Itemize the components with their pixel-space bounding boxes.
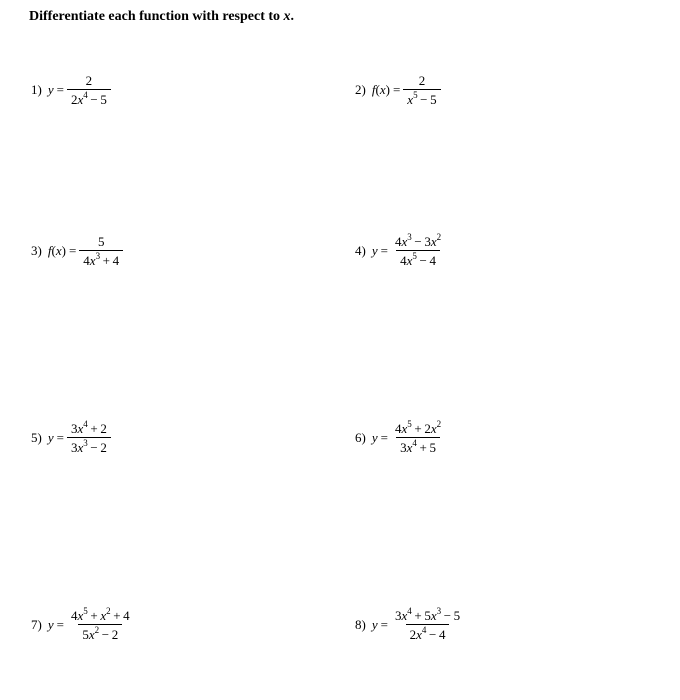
problem-number: 6)	[355, 430, 366, 445]
problem-number: 8)	[355, 617, 366, 632]
fraction	[67, 608, 134, 642]
fraction	[79, 234, 123, 268]
fraction-denominator: $5x^2 - 2$	[78, 624, 122, 642]
equals-sign: =	[56, 82, 64, 97]
fraction-numerator: $4x^3 - 3x^2$	[394, 232, 442, 249]
equals-sign: =	[68, 243, 77, 258]
problem-lhs: y	[47, 430, 54, 445]
equals-sign: =	[380, 617, 388, 632]
problem-number: 4)	[355, 243, 366, 258]
fraction-numerator: $3x^4 + 5x^3 - 5$	[394, 606, 461, 623]
problem-lhs: y	[371, 617, 378, 632]
fraction-denominator: $4x^5 - 4$	[396, 250, 440, 268]
problem-3	[31, 234, 123, 268]
instructions-variable: x	[283, 9, 291, 24]
problem-lhs: y	[47, 617, 54, 632]
fraction	[403, 73, 440, 107]
fraction	[67, 73, 111, 107]
problem-lhs: y	[371, 430, 378, 445]
equals-sign: =	[392, 82, 401, 97]
fraction-numerator: 5	[97, 234, 105, 249]
fraction	[67, 421, 111, 455]
problem-1	[31, 73, 111, 107]
fraction	[391, 608, 464, 642]
problem-4	[355, 234, 445, 268]
problem-2	[355, 73, 441, 107]
problem-number: 5)	[31, 430, 42, 445]
problem-number: 2)	[355, 82, 366, 97]
problem-lhs: y	[47, 82, 54, 97]
fraction-numerator: $4x^5 + 2x^2$	[394, 419, 442, 436]
instructions-period: .	[290, 9, 295, 24]
fraction-numerator: $3x^4 + 2$	[70, 419, 107, 436]
fraction	[391, 421, 445, 455]
problem-lhs: y	[371, 243, 378, 258]
problem-lhs: f(x)	[371, 82, 390, 97]
problem-number: 3)	[31, 243, 42, 258]
fraction-denominator: $2x^4 - 4$	[406, 624, 450, 642]
fraction-numerator: 2	[418, 73, 426, 88]
problem-6	[355, 421, 445, 455]
fraction-denominator: $x^5 - 5$	[403, 89, 440, 107]
fraction-denominator: $4x^3 + 4$	[79, 250, 123, 268]
fraction-denominator: $3x^3 - 2$	[67, 437, 111, 455]
problem-5	[31, 421, 111, 455]
fraction-denominator: $3x^4 + 5$	[396, 437, 440, 455]
fraction-numerator: 2	[85, 73, 93, 88]
equals-sign: =	[56, 617, 64, 632]
fraction-numerator: $4x^5 + x^2 + 4$	[70, 606, 130, 623]
equals-sign: =	[56, 430, 64, 445]
problem-8	[355, 608, 464, 642]
problem-lhs: f(x)	[47, 243, 66, 258]
equals-sign: =	[380, 243, 388, 258]
instructions-heading	[29, 9, 294, 25]
instructions-text: Differentiate each function with respect to	[29, 9, 284, 24]
problem-number: 1)	[31, 82, 42, 97]
fraction-denominator: $2x^4 - 5$	[67, 89, 111, 107]
problem-number: 7)	[31, 617, 42, 632]
fraction	[391, 234, 445, 268]
problem-7	[31, 608, 134, 642]
equals-sign: =	[380, 430, 388, 445]
